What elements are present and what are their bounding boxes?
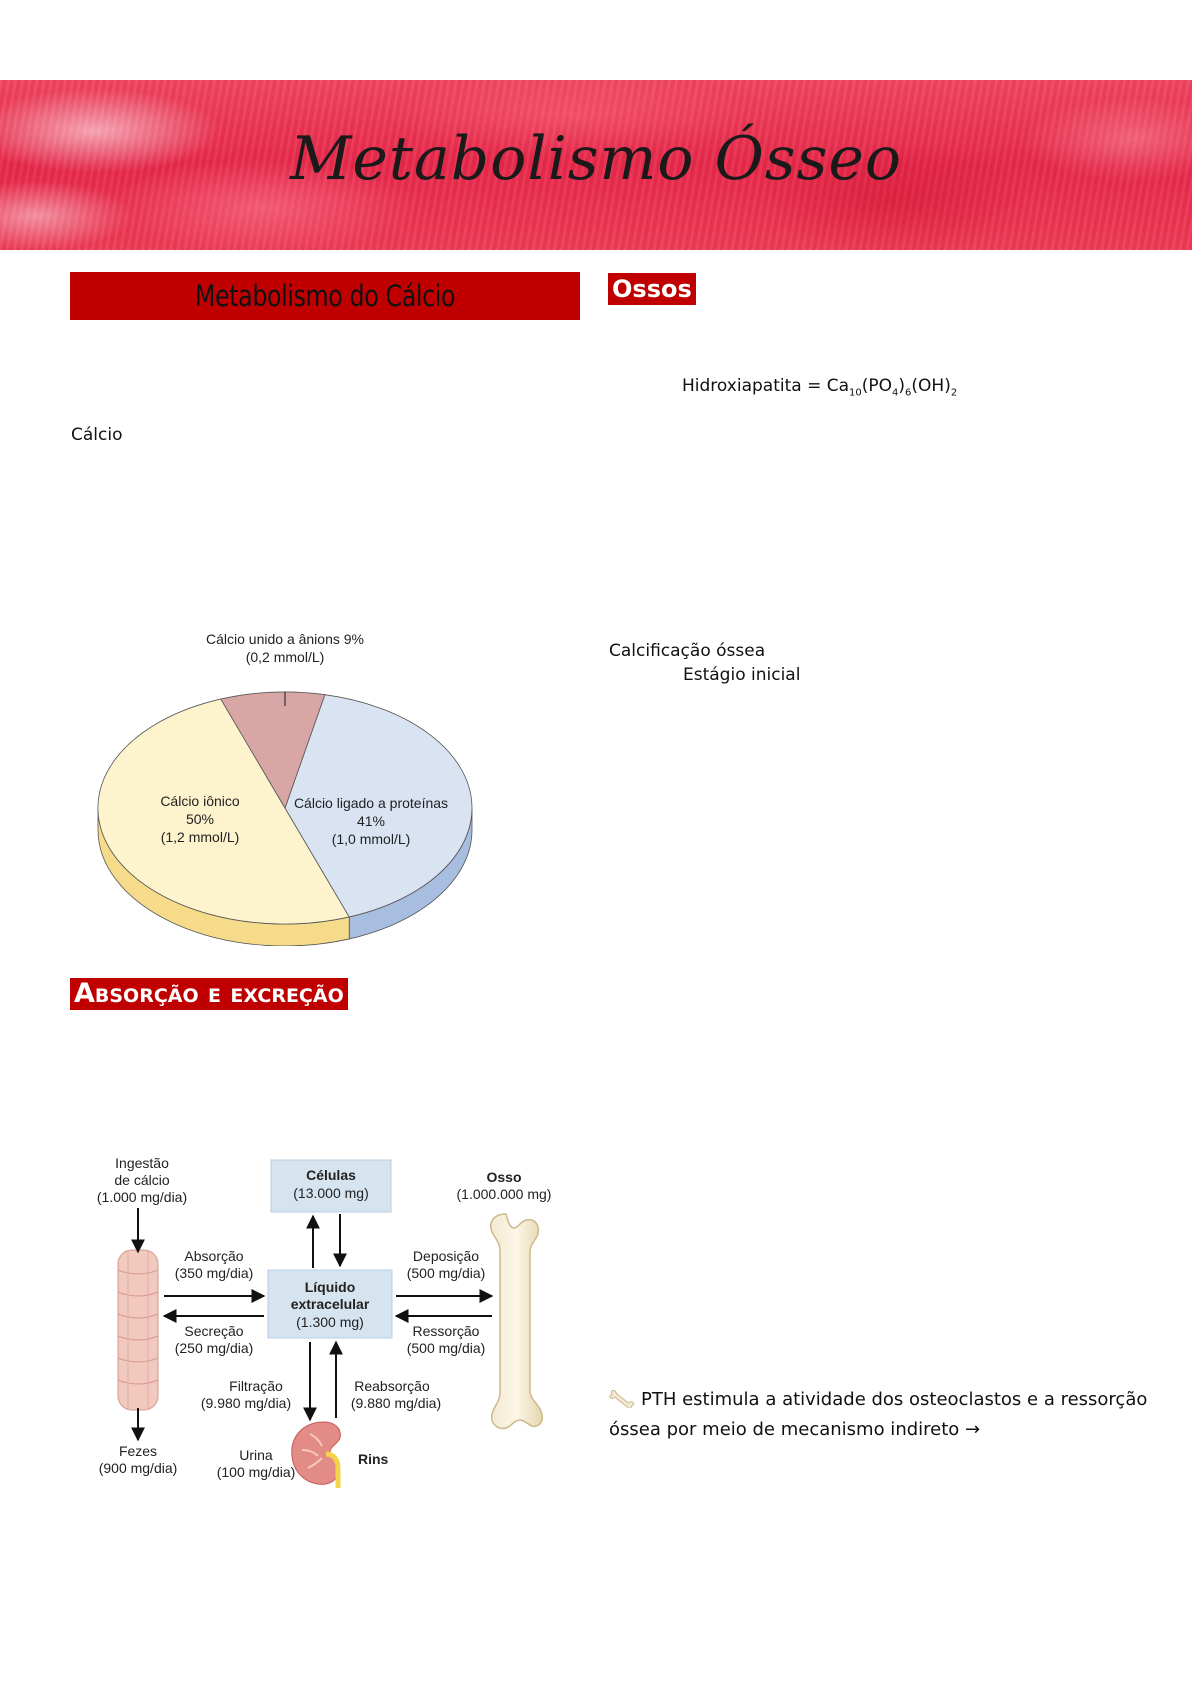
absorcao-heading: Absorção e excreção: [70, 978, 348, 1010]
formula-prefix: Hidroxiapatita = Ca: [682, 376, 850, 396]
ressorcao-label: Ressorção: [412, 1323, 480, 1339]
absorcao-label: Absorção: [184, 1248, 244, 1264]
pth-note: [609, 1385, 1147, 1445]
pie-label-ionico-pct: 50%: [185, 811, 215, 827]
calcificacao-label: Calcificação óssea: [609, 641, 766, 661]
formula-sub-o: 4: [892, 387, 899, 399]
ingestao-label: Ingestão: [115, 1155, 169, 1171]
liquido-label: Líquido: [304, 1279, 356, 1295]
ossos-heading: Ossos: [608, 273, 696, 305]
liquido-value: (1.300 mg): [296, 1314, 364, 1330]
celulas-label: Células: [306, 1167, 356, 1183]
ressorcao-value: (500 mg/dia): [406, 1340, 486, 1356]
pie-label-anions-value: (0,2 mmol/L): [245, 649, 325, 665]
formula-sub-po4: 6: [905, 387, 912, 399]
filtracao-value: (9.980 mg/dia): [200, 1395, 292, 1411]
intestine-icon: [118, 1250, 158, 1410]
pie-label-ionico-value: (1,2 mmol/L): [160, 829, 240, 845]
pie-label-proteinas-pct: 41%: [356, 813, 386, 829]
bone-icon: [609, 1390, 635, 1408]
pth-line-2: [609, 1415, 1147, 1445]
urina-label: Urina: [239, 1447, 273, 1463]
pie-label-anions: Cálcio unido a ânions 9%: [206, 631, 364, 647]
pie-label-proteinas: Cálcio ligado a proteínas: [293, 795, 449, 811]
secrecao-label: Secreção: [184, 1323, 244, 1339]
ingestao-label-2: de cálcio: [114, 1172, 170, 1188]
page-title: Metabolismo Ósseo: [289, 124, 903, 194]
absorcao-value: (350 mg/dia): [174, 1265, 254, 1281]
reabsorcao-label: Reabsorção: [354, 1378, 430, 1394]
pie-label-ionico: Cálcio iônico: [160, 793, 240, 809]
formula-po: (PO: [861, 376, 893, 396]
pth-line-1: [609, 1385, 1147, 1415]
calcio-label: Cálcio: [71, 425, 123, 445]
rins-label: Rins: [358, 1451, 389, 1467]
osso-label: Osso: [486, 1169, 522, 1185]
pth-text-1: PTH estimula a atividade dos osteoclastos e a ressorção: [641, 1389, 1148, 1410]
celulas-value: (13.000 mg): [293, 1185, 369, 1201]
ingestao-value: (1.000 mg/dia): [96, 1189, 188, 1205]
section-title: Metabolismo do Cálcio: [194, 279, 456, 313]
pie-label-proteinas-value: (1,0 mmol/L): [331, 831, 411, 847]
header-banner: [0, 80, 1192, 250]
filtracao-label: Filtração: [229, 1378, 283, 1394]
deposicao-value: (500 mg/dia): [406, 1265, 486, 1281]
liquido-label-2: extracelular: [290, 1296, 370, 1312]
calcium-distribution-pie: [92, 626, 480, 946]
secrecao-value: (250 mg/dia): [174, 1340, 254, 1356]
hidroxiapatita-formula: [682, 376, 957, 398]
osso-value: (1.000.000 mg): [456, 1186, 552, 1202]
calcium-flux-diagram: [88, 1152, 558, 1492]
deposicao-label: Deposição: [412, 1248, 480, 1264]
reabsorcao-value: (9.880 mg/dia): [350, 1395, 442, 1411]
estagio-inicial-label: Estágio inicial: [683, 665, 801, 685]
urina-value: (100 mg/dia): [216, 1464, 296, 1480]
fezes-value: (900 mg/dia): [98, 1460, 178, 1476]
section-title-box: [70, 272, 580, 320]
formula-paren: ): [898, 376, 906, 396]
fezes-label: Fezes: [118, 1443, 158, 1459]
formula-sub-ca: 10: [849, 387, 862, 399]
formula-sub-oh: 2: [950, 387, 958, 399]
pth-text-2: óssea por meio de mecanismo indireto →: [609, 1419, 981, 1440]
formula-oh: (OH): [911, 376, 951, 396]
